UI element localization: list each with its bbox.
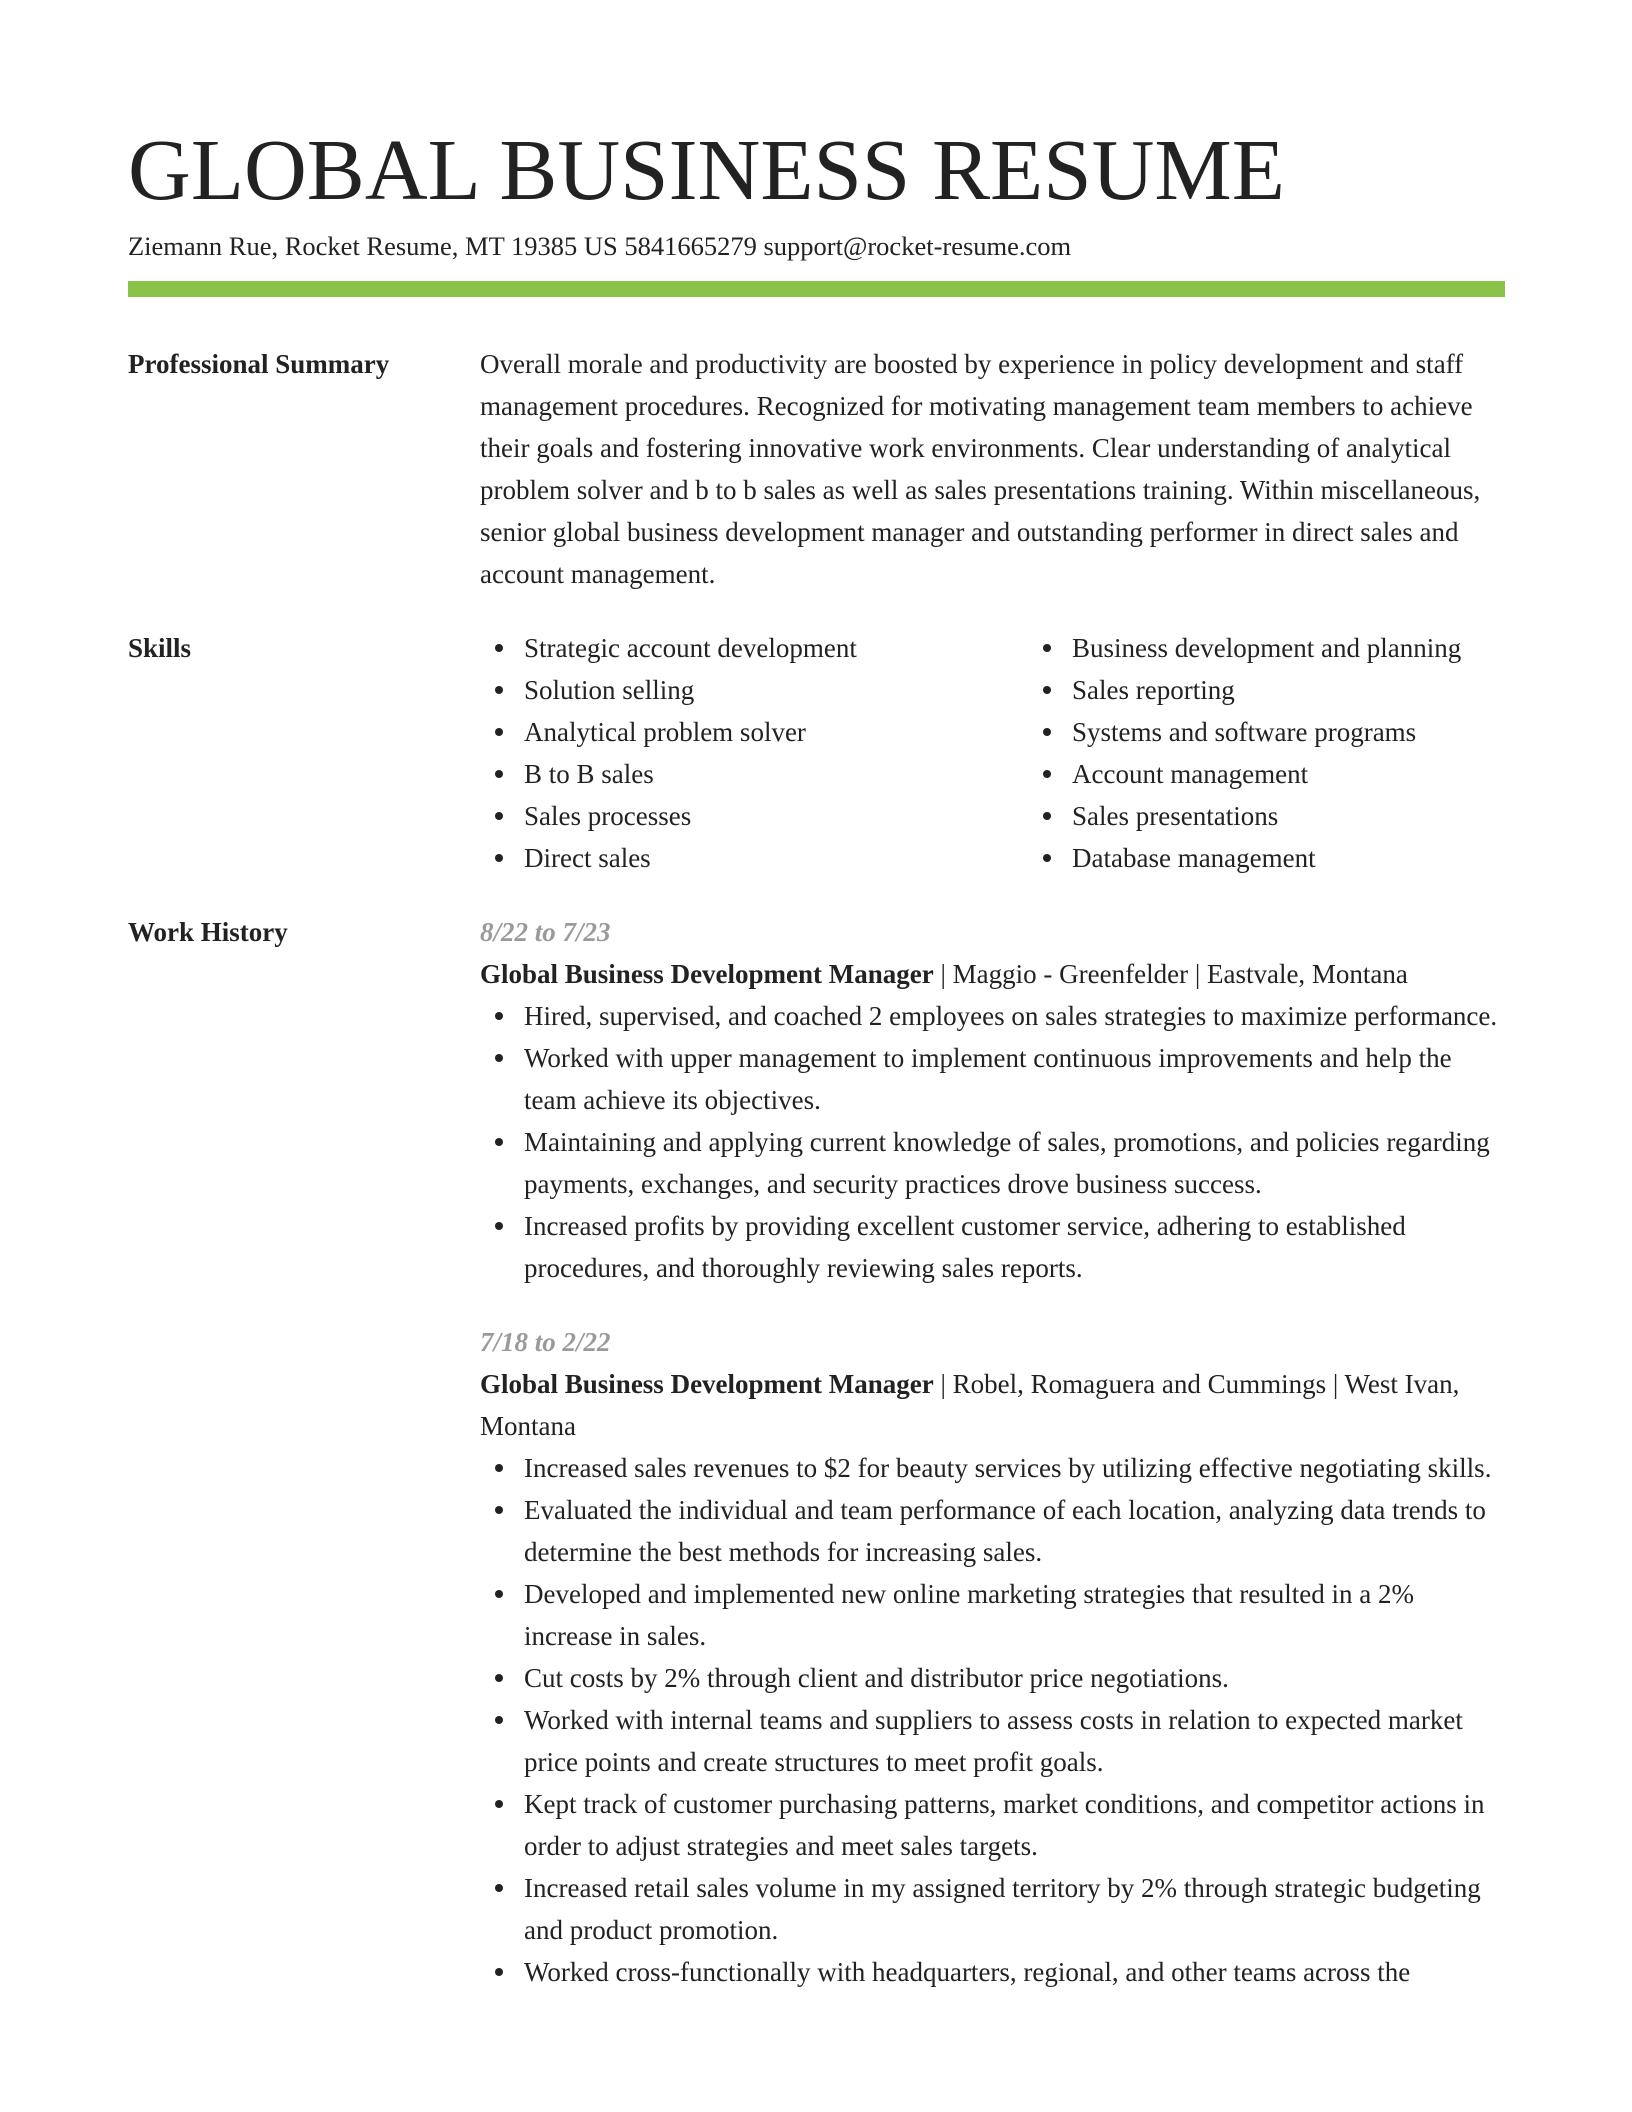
skill-item: Sales presentations	[1072, 795, 1576, 837]
header-divider	[128, 281, 1505, 297]
bullet-icon	[495, 644, 503, 652]
job-heading	[480, 1363, 1505, 1447]
job-duty-item: Maintaining and applying current knowledge of sales, promotions, and policies regarding payments, exchanges, and security practices drove business success.	[524, 1121, 1505, 1205]
bullet-icon	[495, 728, 503, 736]
skills-body	[480, 627, 1576, 879]
skill-item: Strategic account development	[524, 627, 1028, 669]
bullet-icon	[495, 854, 503, 862]
bullet-icon	[1043, 686, 1051, 694]
bullet-icon	[495, 1716, 503, 1724]
job-duties-list	[480, 1447, 1505, 1993]
skill-item: B to B sales	[524, 753, 1028, 795]
work-history-section	[128, 911, 1505, 1993]
skill-item: Account management	[1072, 753, 1576, 795]
skill-item: Systems and software programs	[1072, 711, 1576, 753]
bullet-icon	[495, 1800, 503, 1808]
bullet-icon	[495, 770, 503, 778]
skill-item: Sales reporting	[1072, 669, 1576, 711]
summary-section	[128, 343, 1505, 595]
job-duty-item: Developed and implemented new online marketing strategies that resulted in a 2% increase in sales.	[524, 1573, 1505, 1657]
job-duties-list	[480, 995, 1505, 1289]
job-duty-item: Increased sales revenues to $2 for beauty services by utilizing effective negotiating skills.	[524, 1447, 1505, 1489]
bullet-icon	[1043, 854, 1051, 862]
skill-item: Business development and planning	[1072, 627, 1576, 669]
bullet-icon	[1043, 728, 1051, 736]
bullet-icon	[495, 1884, 503, 1892]
summary-body	[480, 343, 1505, 595]
job-employer: | Maggio - Greenfelder | Eastvale, Montana	[933, 959, 1408, 989]
job-duty-item: Worked with internal teams and suppliers to assess costs in relation to expected market price points and create structures to meet profit goals.	[524, 1699, 1505, 1783]
job-dates: 7/18 to 2/22	[480, 1327, 611, 1357]
job-duty-item: Increased profits by providing excellent customer service, adhering to established procedures, and thoroughly reviewing sales reports.	[524, 1205, 1505, 1289]
skill-item: Direct sales	[524, 837, 1028, 879]
bullet-icon	[495, 1222, 503, 1230]
resume-page	[128, 0, 1505, 1993]
bullet-icon	[1043, 770, 1051, 778]
bullet-icon	[495, 1464, 503, 1472]
resume-title: GLOBAL BUSINESS RESUME	[128, 121, 1285, 218]
job-heading	[480, 953, 1505, 995]
summary-text: Overall morale and productivity are boosted by experience in policy development and staff management procedures. Recognized for motivating management team members to achieve their goals and fostering innovative work environments. Clear understanding of analytical problem solver and b to b sales as well as sales presentations training. Within miscellaneous, senior global business development manager and outstanding performer in direct sales and account management.	[480, 349, 1481, 589]
bullet-icon	[495, 686, 503, 694]
skills-list-right	[1028, 627, 1576, 879]
job-duty-item: Worked with upper management to implement continuous improvements and help the team achieve its objectives.	[524, 1037, 1505, 1121]
job-duty-item: Evaluated the individual and team performance of each location, analyzing data trends to determine the best methods for increasing sales.	[524, 1489, 1505, 1573]
bullet-icon	[495, 812, 503, 820]
contact-line: Ziemann Rue, Rocket Resume, MT 19385 US 5841665279 support@rocket-resume.com	[128, 231, 1072, 261]
bullet-icon	[495, 1138, 503, 1146]
skills-label: Skills	[128, 633, 192, 663]
bullet-icon	[495, 1674, 503, 1682]
bullet-icon	[1043, 644, 1051, 652]
bullet-icon	[495, 1968, 503, 1976]
job-duty-item: Hired, supervised, and coached 2 employees on sales strategies to maximize performance.	[524, 995, 1505, 1037]
job-duty-item: Cut costs by 2% through client and distributor price negotiations.	[524, 1657, 1505, 1699]
work-history-label: Work History	[128, 917, 288, 947]
job-duty-item: Kept track of customer purchasing patterns, market conditions, and competitor actions in order to adjust strategies and meet sales targets.	[524, 1783, 1505, 1867]
job-duty-item: Worked cross-functionally with headquarters, regional, and other teams across the	[524, 1951, 1505, 1993]
job-employer: | Robel, Romaguera and Cummings | West Ivan, Montana	[480, 1369, 1460, 1441]
bullet-icon	[495, 1054, 503, 1062]
bullet-icon	[1043, 812, 1051, 820]
job-duty-item: Increased retail sales volume in my assigned territory by 2% through strategic budgeting and product promotion.	[524, 1867, 1505, 1951]
bullet-icon	[495, 1506, 503, 1514]
job-title: Global Business Development Manager	[480, 1369, 934, 1399]
skill-item: Solution selling	[524, 669, 1028, 711]
bullet-icon	[495, 1012, 503, 1020]
skill-item: Database management	[1072, 837, 1576, 879]
summary-label: Professional Summary	[128, 349, 390, 379]
job-entry	[480, 911, 1505, 1289]
skills-section	[128, 627, 1505, 879]
bullet-icon	[495, 1590, 503, 1598]
job-title: Global Business Development Manager	[480, 959, 934, 989]
skills-list-left	[480, 627, 1028, 879]
skill-item: Sales processes	[524, 795, 1028, 837]
job-entry	[480, 1321, 1505, 1993]
work-history-body	[480, 911, 1505, 1993]
job-dates: 8/22 to 7/23	[480, 917, 611, 947]
skill-item: Analytical problem solver	[524, 711, 1028, 753]
